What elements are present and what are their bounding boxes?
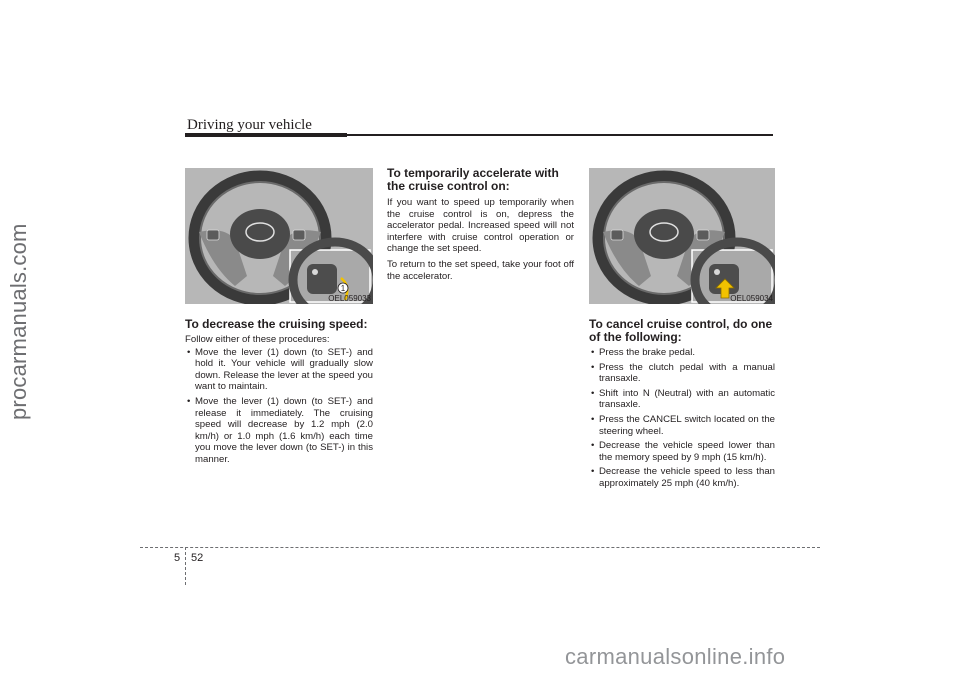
figure-code-left: OEL059033 [328,294,371,303]
list-item: • Move the lever (1) down (to SET-) and hold it. Your vehicle will gradually slow down. Release the lever at the speed you want to maintain. [185,347,373,393]
list-item: • Press the clutch pedal with a manual transaxle. [589,362,775,385]
list-item: • Decrease the vehicle speed lower than the memory speed by 9 mph (15 km/h). [589,440,775,463]
header-rule-thin [347,134,773,136]
steering-wheel-illustration [185,168,373,304]
header-rule-thick [185,133,347,137]
steering-wheel-illustration-cancel [589,168,775,304]
steering-wheel-figure-right [589,168,775,304]
footer-rule [140,547,820,548]
accelerate-heading: To temporarily accelerate with the cruise control on: [387,166,559,193]
footer-divider [185,547,186,585]
section-title: Driving your vehicle [187,117,312,133]
decrease-intro: Follow either of these procedures: [185,334,330,345]
figure-code-right: OEL059034 [730,294,773,303]
accelerate-section [387,167,574,282]
decrease-list [185,347,373,466]
page-number: 52 [191,552,204,564]
accelerate-paragraph-2: To return to the set speed, take your foot off the accelerator. [387,258,574,282]
list-item: • Move the lever (1) down (to SET-) and release it immediately. The cruising speed will decrease by 1.2 mph (2.0 km/h) or 1.0 mph (1.6 km/h) each time you move the lever down (to SET-) in this manner. [185,396,373,466]
bottom-watermark: carmanualsonline.info [565,644,786,669]
list-item: • Decrease the vehicle speed to less than approximately 25 mph (40 km/h). [589,466,775,489]
figure-callout: 1 [340,284,346,293]
steering-wheel-figure-left [185,168,373,304]
list-item: • Press the brake pedal. [589,347,775,359]
decrease-section [185,318,373,469]
side-watermark: procarmanuals.com [6,223,31,420]
cancel-list [589,347,775,490]
cancel-section [589,318,775,493]
list-item: • Press the CANCEL switch located on the steering wheel. [589,414,775,437]
decrease-heading: To decrease the cruising speed: [185,317,368,331]
accelerate-paragraph-1: If you want to speed up temporarily when the cruise control is on, depress the accelerator pedal. Increased speed will not interfere with cruise control operation or change the set speed. [387,197,574,255]
chapter-number: 5 [174,552,181,564]
cancel-heading: To cancel cruise control, do one of the following: [589,317,773,344]
list-item: • Shift into N (Neutral) with an automatic transaxle. [589,388,775,411]
